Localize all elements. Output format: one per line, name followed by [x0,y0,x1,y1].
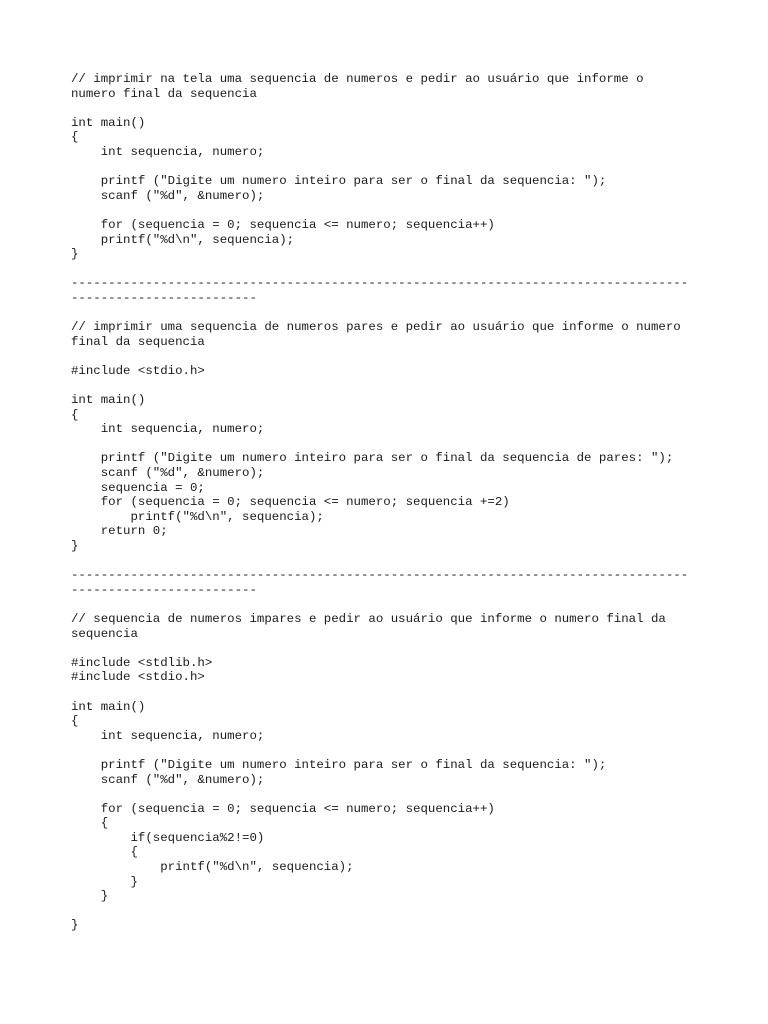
comment-line: // imprimir na tela uma sequencia de numeros e pedir ao usuário que informe o [71,72,644,86]
code-line: sequencia [71,626,138,641]
code-line: scanf ("%d", &numero); [71,466,265,481]
comment-line: // sequencia de numeros impares e pedir ao usuário que informe o numero final da [71,611,666,626]
blank-line [71,641,751,656]
code-line: { [71,816,109,831]
code-line: for (sequencia = 0; sequencia <= numero; sequencia++) [71,801,495,816]
code-line: int sequencia, numero; [71,728,265,743]
separator-line: ------------------------- [71,582,257,597]
blank-line [71,787,751,802]
code-line: } [71,874,138,889]
code-line: #include <stdlib.h> [71,655,213,670]
code-line: printf ("Digite um numero inteiro para ser o final da sequencia de pares: "); [71,451,674,466]
code-listing [71,72,751,933]
code-line: } [71,889,109,904]
code-line: printf("%d\n", sequencia); [71,860,354,875]
blank-line [71,597,751,612]
code-line: printf("%d\n", sequencia); [71,232,295,247]
code-line: int main() [71,699,146,714]
code-line: printf ("Digite um numero inteiro para ser o final da sequencia: "); [71,174,607,189]
code-line: if(sequencia%2!=0) [71,830,265,845]
comment-line: // imprimir uma sequencia de numeros pares e pedir ao usuário que informe o numero [71,320,681,335]
code-line: { [71,130,79,145]
blank-line [71,378,751,393]
blank-line [71,160,751,175]
code-line: { [71,714,79,729]
code-line: int main() [71,115,146,130]
separator-line: ----------------------------------------------------------------------------------- [71,568,689,583]
code-line: scanf ("%d", &numero); [71,188,265,203]
code-line: int sequencia, numero; [71,144,265,159]
code-line: } [71,539,79,553]
blank-line [71,554,751,569]
blank-line [71,101,751,116]
code-line: #include <stdio.h> [71,363,205,378]
code-line: int main() [71,393,146,408]
code-line: { [71,407,79,422]
code-line: numero final da sequencia [71,86,257,101]
code-line: for (sequencia = 0; sequencia <= numero; sequencia++) [71,217,495,232]
blank-line [71,262,751,277]
code-line: return 0; [71,524,168,539]
code-line: scanf ("%d", &numero); [71,772,265,787]
code-line: int sequencia, numero; [71,422,265,437]
blank-line [71,904,751,919]
code-line: { [71,845,138,860]
blank-line [71,437,751,452]
code-line: #include <stdio.h> [71,670,205,685]
code-line: sequencia = 0; [71,480,205,495]
code-line: final da sequencia [71,334,205,349]
separator-line: ------------------------- [71,290,257,305]
code-line: for (sequencia = 0; sequencia <= numero; sequencia +=2) [71,495,510,510]
code-line: printf ("Digite um numero inteiro para ser o final da sequencia: "); [71,757,607,772]
blank-line [71,306,751,321]
separator-line: ----------------------------------------------------------------------------------- [71,276,689,291]
blank-line [71,743,751,758]
blank-line [71,203,751,218]
blank-line [71,349,751,364]
code-line: } [71,247,79,262]
blank-line [71,685,751,700]
code-line: printf("%d\n", sequencia); [71,509,324,524]
code-line: } [71,918,79,933]
